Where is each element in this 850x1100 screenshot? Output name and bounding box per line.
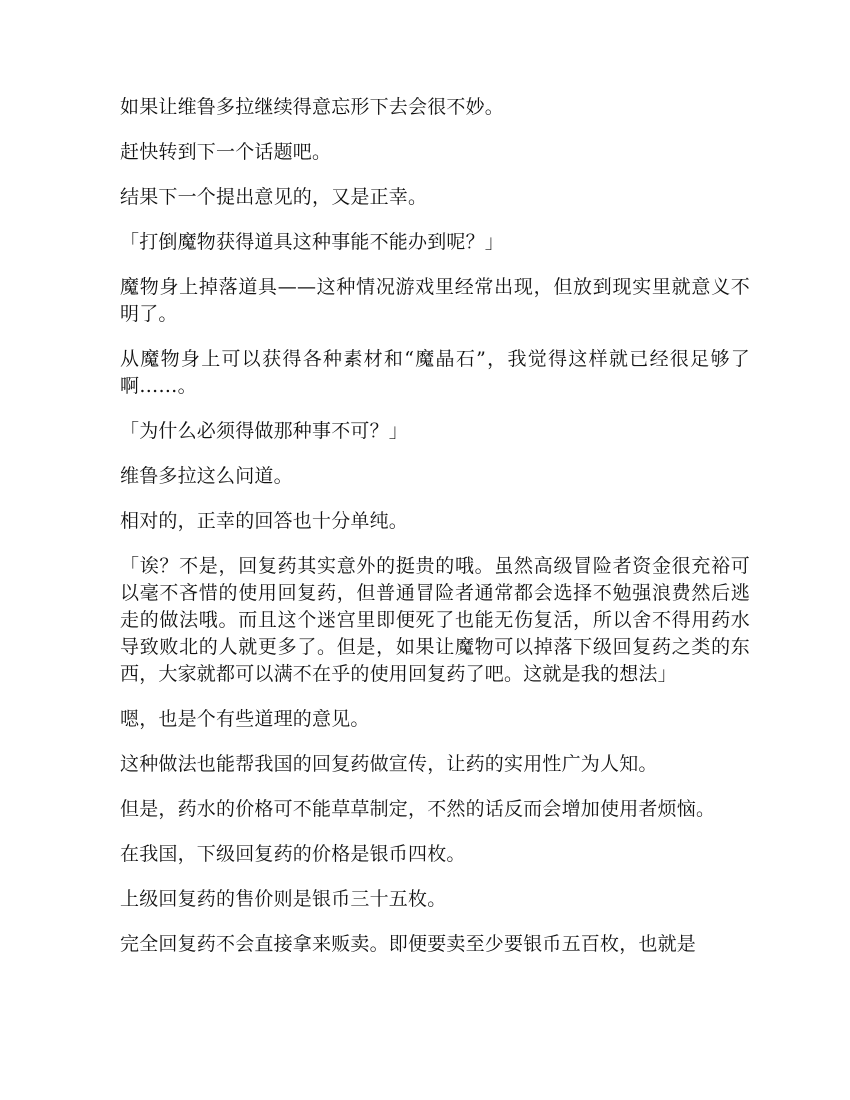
paragraph: 在我国，下级回复药的价格是银币四枚。	[120, 843, 466, 865]
dialogue-paragraph: 「为什么必须得做那种事不可？」	[120, 420, 409, 442]
paragraph: 魔物身上掉落道具——这种情况游戏里经常出现，但放到现实里就意义不明了。	[120, 276, 750, 325]
paragraph: 如果让维鲁多拉继续得意忘形下去会很不妙。	[120, 96, 505, 118]
paragraph: 完全回复药不会直接拿来贩卖。即便要卖至少要银币五百枚，也就是	[120, 933, 697, 955]
dialogue-paragraph: 「诶？不是，回复药其实意外的挺贵的哦。虽然高级冒险者资金很充裕可以毫不吝惜的使用回复药，但普通冒险者通常都会选择不勉强浪费然后逃走的做法哦。而且这个迷宫里即便死了也能无伤复活，所以舍不得用药水导致败北的人就更多了。但是，如果让魔物可以掉落下级回复药之类的东西，大家就都可以满不在乎的使用回复药了吧。这就是我的想法」	[120, 555, 750, 685]
paragraph: 相对的，正幸的回答也十分单纯。	[120, 510, 409, 532]
paragraph: 赶快转到下一个话题吧。	[120, 141, 332, 163]
paragraph: 上级回复药的售价则是银币三十五枚。	[120, 888, 447, 910]
paragraph: 嗯，也是个有些道理的意见。	[120, 708, 370, 730]
paragraph: 从魔物身上可以获得各种素材和“魔晶石”，我觉得这样就已经很足够了啊……。	[120, 348, 750, 397]
paragraph: 这种做法也能帮我国的回复药做宣传，让药的实用性广为人知。	[120, 753, 658, 775]
paragraph: 维鲁多拉这么问道。	[120, 465, 293, 487]
dialogue-paragraph: 「打倒魔物获得道具这种事能不能办到呢？」	[120, 231, 505, 253]
paragraph: 但是，药水的价格可不能草草制定，不然的话反而会增加使用者烦恼。	[120, 798, 716, 820]
text-body	[120, 94, 750, 976]
paragraph: 结果下一个提出意见的，又是正幸。	[120, 186, 428, 208]
